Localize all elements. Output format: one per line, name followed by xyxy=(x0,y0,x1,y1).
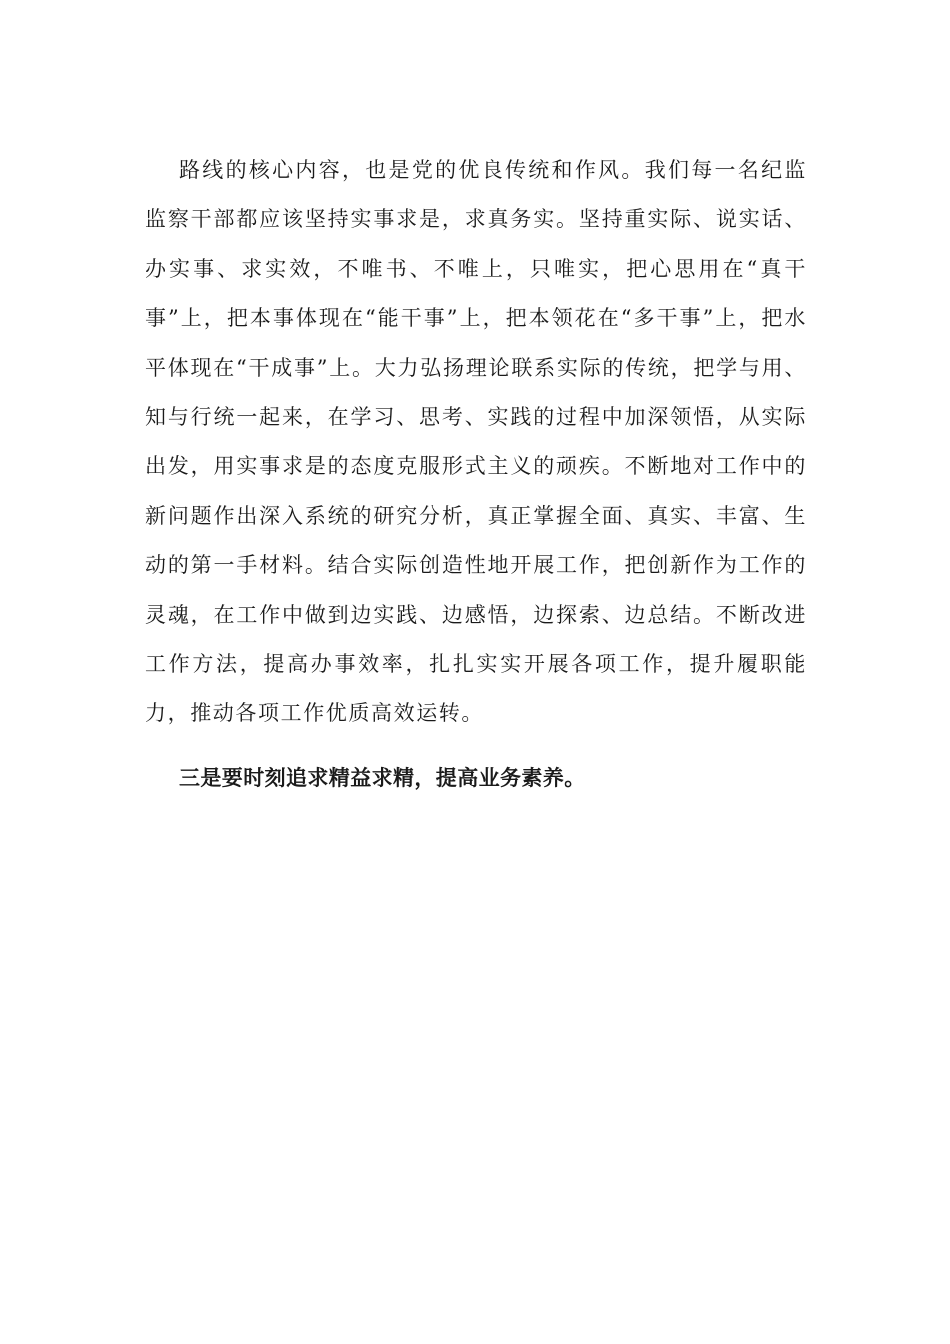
body-paragraph: 路线的核心内容，也是党的优良传统和作风。我们每一名纪监监察干部都应该坚持实事求是，求真务实。坚持重实际、说实话、办实事、求实效，不唯书、不唯上，只唯实，把心思用在“真干事”上，把本事体现在“能干事”上，把本领花在“多干事”上，把水平体现在“干成事”上。大力弘扬理论联系实际的传统，把学与用、知与行统一起来，在学习、思考、实践的过程中加深领悟，从实际出发，用实事求是的态度克服形式主义的顽疾。不断地对工作中的新问题作出深入系统的研究分析，真正掌握全面、真实、丰富、生动的第一手材料。结合实际创造性地开展工作，把创新作为工作的灵魂，在工作中做到边实践、边感悟，边探索、边总结。不断改进工作方法，提高办事效率，扎扎实实开展各项工作，提升履职能力，推动各项工作优质高效运转。 xyxy=(145,158,807,726)
section-heading: 三是要时刻追求精益求精，提高业务素养。 xyxy=(179,764,586,790)
document-body xyxy=(145,146,807,802)
